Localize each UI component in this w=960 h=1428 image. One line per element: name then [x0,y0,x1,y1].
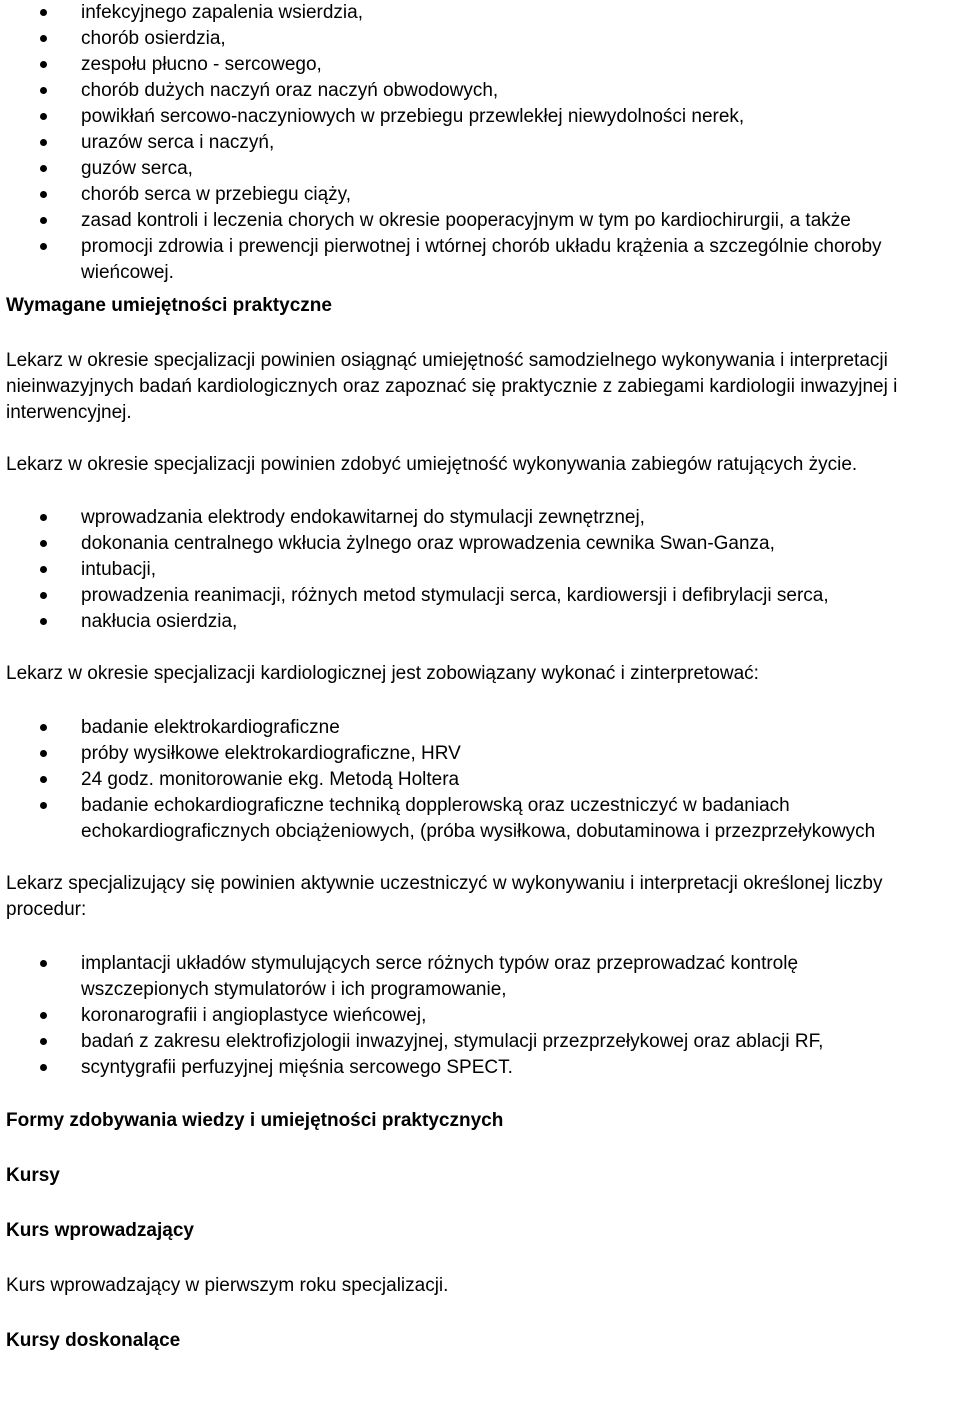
list-item: promocji zdrowia i prewencji pierwotnej i wtórnej chorób układu krążenia a szczególnie choroby wieńcowej. [6,234,956,286]
bullet-icon [40,1012,47,1019]
list-item: zespołu płucno - sercowego, [6,52,956,78]
bullet-icon [40,960,47,967]
list-item: intubacji, [6,557,956,583]
paragraph-tests: Lekarz w okresie specjalizacji kardiologicznej jest zobowiązany wykonać i zinterpretować: [6,663,759,684]
bullet-icon [40,61,47,68]
list-item: infekcyjnego zapalenia wsierdzia, [6,0,956,26]
list-item: chorób serca w przebiegu ciąży, [6,182,956,208]
list-item: koronarografii i angioplastyce wieńcowej, [6,1003,956,1029]
bullet-icon [40,724,47,731]
bullet-icon [40,514,47,521]
list-item: scyntygrafii perfuzyjnej mięśnia sercowego SPECT. [6,1055,956,1081]
rescue-procedures-list [6,505,956,635]
paragraph-procedures: Lekarz specjalizujący się powinien aktywnie uczestniczyć w wykonywaniu i interpretacji określonej liczby procedur: [6,873,883,920]
list-item: nakłucia osierdzia, [6,609,956,635]
list-item: dokonania centralnego wkłucia żylnego oraz wprowadzenia cewnika Swan-Ganza, [6,531,956,557]
bullet-icon [40,87,47,94]
bullet-icon [40,618,47,625]
list-item: urazów serca i naczyń, [6,130,956,156]
list-item: chorób dużych naczyń oraz naczyń obwodowych, [6,78,956,104]
section-heading-advanced-courses: Kursy doskonalące [6,1330,181,1351]
list-item: chorób osierdzia, [6,26,956,52]
tests-list [6,715,956,845]
bullet-icon [40,540,47,547]
bullet-icon [40,217,47,224]
bullet-icon [40,1064,47,1071]
bullet-icon [40,566,47,573]
procedures-list [6,951,956,1081]
paragraph-skills: Lekarz w okresie specjalizacji powinien osiągnąć umiejętność samodzielnego wykonywania i interpretacji nieinwazyjnych badań kardiologicznych oraz zapoznać się praktycznie z zabiegami kardiologii inwazyjnej i interwencyjnej. [6,350,898,423]
paragraph-intro-course: Kurs wprowadzający w pierwszym roku specjalizacji. [6,1275,449,1296]
bullet-icon [40,165,47,172]
section-heading-courses: Kursy [6,1165,60,1186]
list-item: powikłań sercowo-naczyniowych w przebiegu przewlekłej niewydolności nerek, [6,104,956,130]
paragraph-rescue: Lekarz w okresie specjalizacji powinien zdobyć umiejętność wykonywania zabiegów ratujących życie. [6,454,858,475]
list-item: prowadzenia reanimacji, różnych metod stymulacji serca, kardiowersji i defibrylacji serca, [6,583,956,609]
document-page [6,0,956,1354]
list-item: guzów serca, [6,156,956,182]
bullet-icon [40,243,47,250]
list-item: wprowadzania elektrody endokawitarnej do stymulacji zewnętrznej, [6,505,956,531]
bullet-icon [40,113,47,120]
bullet-icon [40,1038,47,1045]
section-heading-skills: Wymagane umiejętności praktyczne [6,295,332,316]
bullet-icon [40,139,47,146]
bullet-icon [40,191,47,198]
bullet-icon [40,592,47,599]
list-item: 24 godz. monitorowanie ekg. Metodą Holtera [6,767,956,793]
list-item: próby wysiłkowe elektrokardiograficzne, HRV [6,741,956,767]
list-item: badanie elektrokardiograficzne [6,715,956,741]
list-item: zasad kontroli i leczenia chorych w okresie pooperacyjnym w tym po kardiochirurgii, a także [6,208,956,234]
bullet-icon [40,802,47,809]
bullet-icon [40,9,47,16]
section-heading-forms: Formy zdobywania wiedzy i umiejętności praktycznych [6,1110,504,1131]
section-heading-intro-course: Kurs wprowadzający [6,1220,194,1241]
list-item: badanie echokardiograficzne techniką dopplerowską oraz uczestniczyć w badaniach echokardiograficznych obciążeniowych, (próba wysiłkowa, dobutaminowa i przezprzełykowych [6,793,956,845]
bullet-icon [40,750,47,757]
bullet-icon [40,35,47,42]
bullet-icon [40,776,47,783]
list-item: badań z zakresu elektrofizjologii inwazyjnej, stymulacji przezprzełykowej oraz ablacji RF, [6,1029,956,1055]
conditions-list [6,0,956,286]
list-item: implantacji układów stymulujących serce różnych typów oraz przeprowadzać kontrolę wszczepionych stymulatorów i ich programowanie, [6,951,956,1003]
